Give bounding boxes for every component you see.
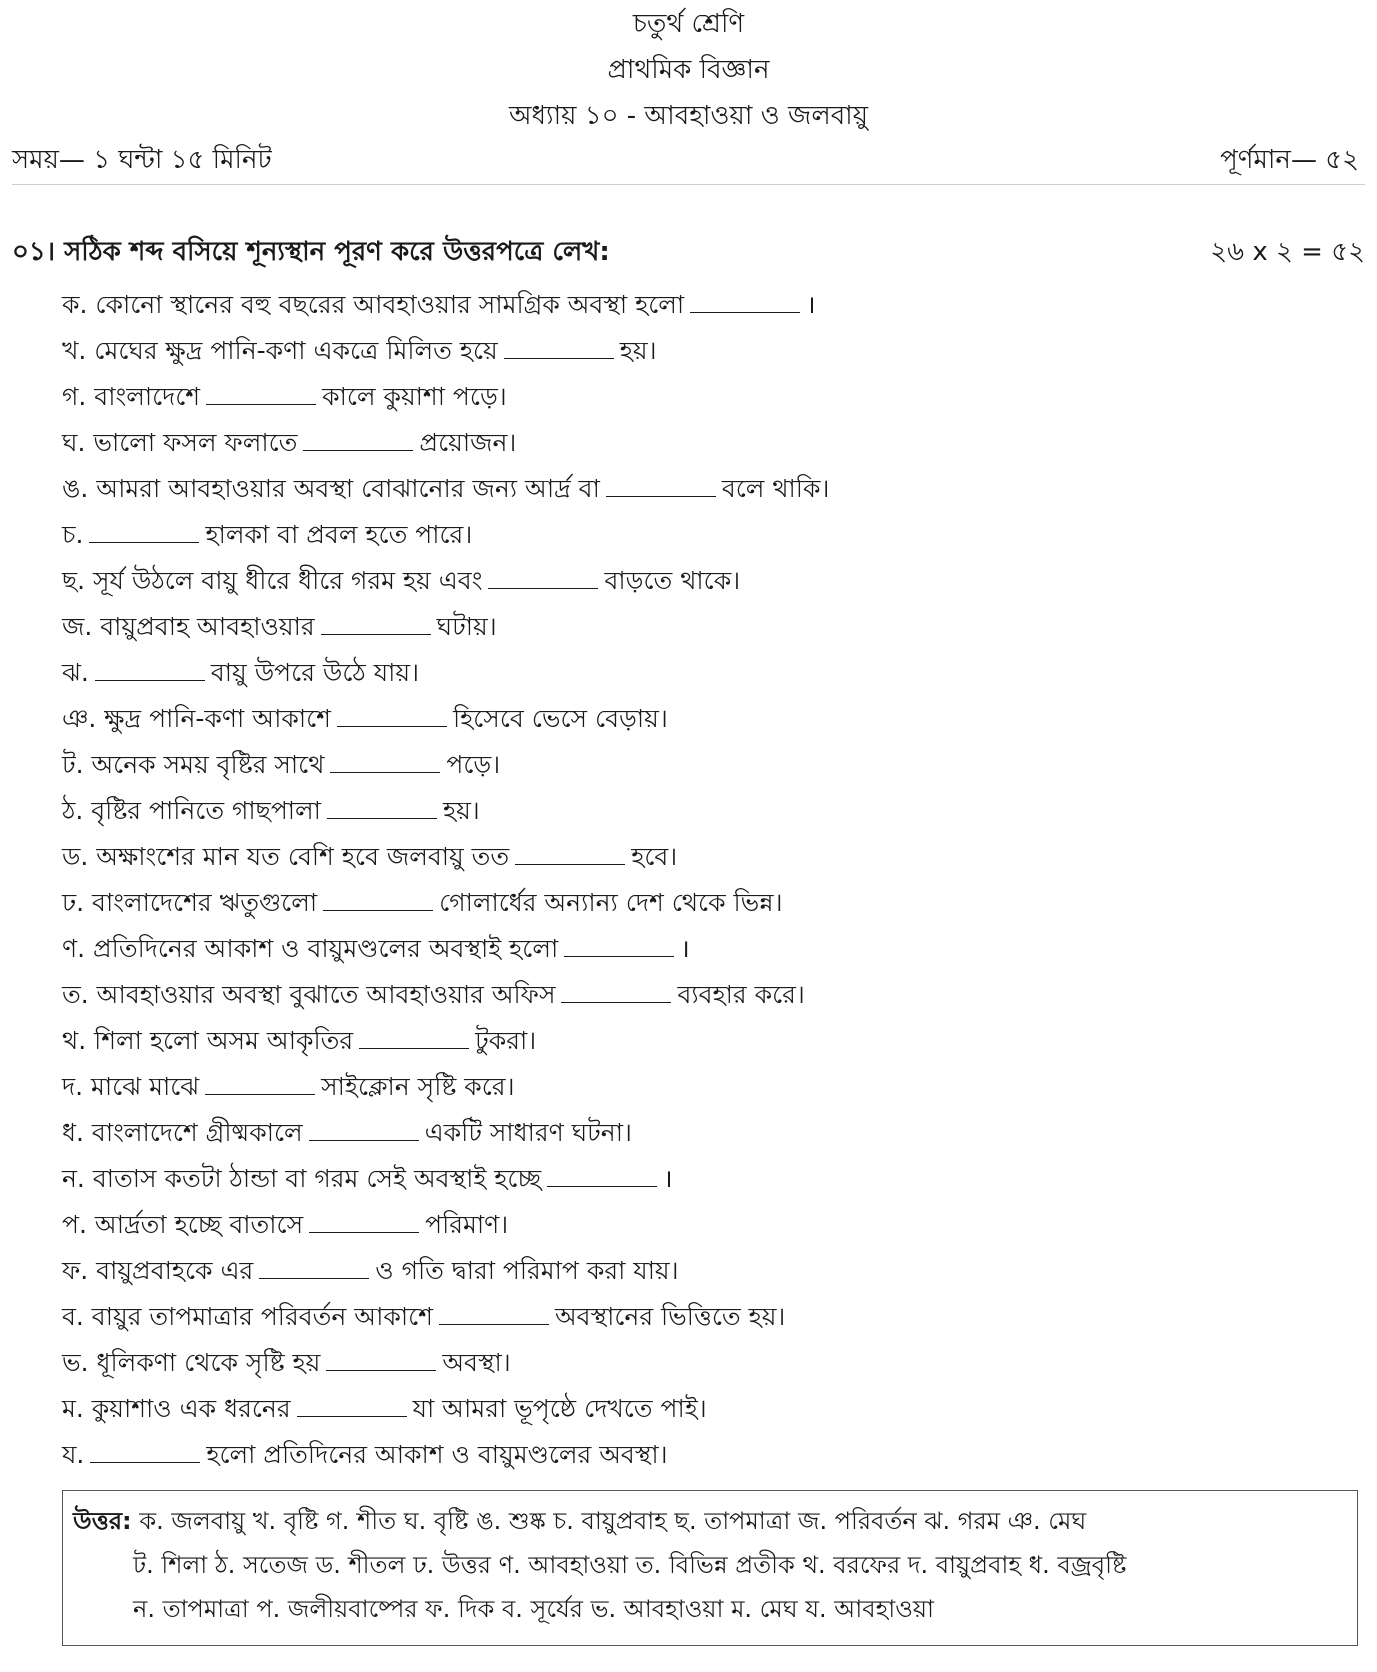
question-item — [62, 926, 829, 972]
question-item — [62, 1110, 829, 1156]
chapter-heading: অধ্যায় ১০ - আবহাওয়া ও জলবায়ু — [508, 101, 869, 131]
answer-blank — [205, 1070, 315, 1095]
question-item — [62, 1018, 829, 1064]
question-item — [62, 1202, 829, 1248]
question-item — [62, 466, 829, 512]
item-text-after: । — [663, 1164, 673, 1193]
item-text-before: ত. আবহাওয়ার অবস্থা বুঝাতে আবহাওয়ার অফিস — [62, 980, 556, 1009]
answer-blank — [564, 932, 674, 957]
item-text-after: সাইক্লোন সৃষ্টি করে। — [321, 1072, 515, 1101]
question-marks: ২৬ x ২ = ৫২ — [1210, 237, 1365, 267]
answer-blank — [206, 380, 316, 405]
item-text-before: ঞ. ক্ষুদ্র পানি-কণা আকাশে — [62, 704, 331, 733]
question-item — [62, 558, 829, 604]
question-item — [62, 604, 829, 650]
item-text-before: ভ. ধূলিকণা থেকে সৃষ্টি হয় — [62, 1348, 321, 1377]
item-text-after: টুকরা। — [475, 1026, 537, 1055]
answer-blank — [89, 518, 199, 543]
question-item — [62, 1432, 829, 1478]
item-text-after: যা আমরা ভূপৃষ্ঠে দেখতে পাই। — [412, 1394, 707, 1423]
answer-blank — [297, 1392, 407, 1417]
item-text-before: জ. বায়ুপ্রবাহ আবহাওয়ার — [62, 612, 315, 641]
item-text-after: পরিমাণ। — [425, 1210, 509, 1239]
full-marks: পূর্ণমান— ৫২ — [1220, 145, 1359, 175]
item-text-before: ম. কুয়াশাও এক ধরনের — [62, 1394, 291, 1423]
item-text-before: ফ. বায়ুপ্রবাহকে এর — [62, 1256, 254, 1285]
item-text-before: ণ. প্রতিদিনের আকাশ ও বায়ুমণ্ডলের অবস্থাই হলো — [62, 934, 559, 963]
header-divider — [12, 184, 1365, 185]
item-text-before: ঝ. — [62, 658, 89, 687]
question-item — [62, 1386, 829, 1432]
item-text-after: । — [680, 934, 690, 963]
item-text-after: বলে থাকি। — [721, 474, 830, 503]
item-text-before: ক. কোনো স্থানের বহু বছরের আবহাওয়ার সামগ্রিক অবস্থা হলো — [62, 290, 685, 319]
item-text-before: ঠ. বৃষ্টির পানিতে গাছপালা — [62, 796, 321, 825]
question-item — [62, 742, 829, 788]
answer-label: উত্তর: — [73, 1507, 132, 1535]
question-item — [62, 1064, 829, 1110]
item-text-after: হিসেবে ভেসে বেড়ায়। — [452, 704, 668, 733]
answer-box — [62, 1490, 1358, 1646]
question-item — [62, 834, 829, 880]
answer-blank — [690, 288, 800, 313]
item-text-after: হবে। — [631, 842, 678, 871]
item-text-before: ঙ. আমরা আবহাওয়ার অবস্থা বোঝানোর জন্য আর্দ্র বা — [62, 474, 600, 503]
class-heading: চতুর্থ শ্রেণি — [632, 9, 745, 39]
question-item — [62, 1294, 829, 1340]
item-text-after: বাড়তে থাকে। — [604, 566, 741, 595]
item-text-after: কালে কুয়াশা পড়ে। — [322, 382, 507, 411]
answer-blank — [309, 1208, 419, 1233]
answer-line-1 — [73, 1499, 1347, 1543]
exam-time: সময়— ১ ঘন্টা ১৫ মিনিট — [12, 145, 272, 175]
item-text-after: অবস্থা। — [442, 1348, 511, 1377]
item-text-before: চ. — [62, 520, 84, 549]
item-text-after: গোলার্ধের অন্যান্য দেশ থেকে ভিন্ন। — [439, 888, 783, 917]
item-text-before: প. আর্দ্রতা হচ্ছে বাতাসে — [62, 1210, 304, 1239]
fill-in-blank-list — [62, 282, 829, 1478]
item-text-before: ব. বায়ুর তাপমাত্রার পরিবর্তন আকাশে — [62, 1302, 433, 1331]
answer-blank — [488, 564, 598, 589]
answer-text-1: ক. জলবায়ু খ. বৃষ্টি গ. শীত ঘ. বৃষ্টি ঙ. শুষ্ক চ. বায়ুপ্রবাহ ছ. তাপমাত্রা জ. পরিবর্তন ঝ. গরম ঞ. মেঘ — [139, 1507, 1087, 1535]
question-item — [62, 650, 829, 696]
answer-blank — [561, 978, 671, 1003]
item-text-before: ঢ. বাংলাদেশের ঋতুগুলো — [62, 888, 318, 917]
item-text-before: য. — [62, 1440, 85, 1469]
question-item — [62, 420, 829, 466]
question-item — [62, 696, 829, 742]
item-text-after: । — [806, 290, 816, 319]
subject-heading: প্রাথমিক বিজ্ঞান — [607, 55, 770, 85]
answer-blank — [303, 426, 413, 451]
item-text-after: হয়। — [619, 336, 657, 365]
question-item — [62, 1340, 829, 1386]
item-text-before: ধ. বাংলাদেশে গ্রীষ্মকালে — [62, 1118, 303, 1147]
question-item — [62, 282, 829, 328]
item-text-after: হালকা বা প্রবল হতে পারে। — [205, 520, 473, 549]
item-text-after: হলো প্রতিদিনের আকাশ ও বায়ুমণ্ডলের অবস্থা। — [206, 1440, 668, 1469]
item-text-after: একটি সাধারণ ঘটনা। — [424, 1118, 632, 1147]
question-title: ০১। সঠিক শব্দ বসিয়ে শূন্যস্থান পূরণ করে উত্তরপত্রে লেখ: — [12, 237, 610, 267]
question-item — [62, 1248, 829, 1294]
question-item — [62, 374, 829, 420]
item-text-after: অবস্থানের ভিত্তিতে হয়। — [554, 1302, 786, 1331]
answer-blank — [321, 610, 431, 635]
item-text-after: প্রয়োজন। — [419, 428, 517, 457]
answer-blank — [309, 1116, 419, 1141]
answer-blank — [95, 656, 205, 681]
question-item — [62, 788, 829, 834]
answer-blank — [327, 794, 437, 819]
question-item — [62, 512, 829, 558]
question-item — [62, 880, 829, 926]
item-text-after: বায়ু উপরে উঠে যায়। — [210, 658, 420, 687]
answer-blank — [515, 840, 625, 865]
answer-blank — [337, 702, 447, 727]
item-text-before: খ. মেঘের ক্ষুদ্র পানি-কণা একত্রে মিলিত হয়ে — [62, 336, 498, 365]
answer-blank — [439, 1300, 549, 1325]
answer-blank — [90, 1438, 200, 1463]
item-text-after: ও গতি দ্বারা পরিমাপ করা যায়। — [375, 1256, 679, 1285]
item-text-before: ঘ. ভালো ফসল ফলাতে — [62, 428, 298, 457]
item-text-before: ড. অক্ষাংশের মান যত বেশি হবে জলবায়ু তত — [62, 842, 510, 871]
item-text-after: পড়ে। — [446, 750, 501, 779]
item-text-before: ন. বাতাস কতটা ঠান্ডা বা গরম সেই অবস্থাই হচ্ছে — [62, 1164, 542, 1193]
item-text-before: দ. মাঝে মাঝে — [62, 1072, 200, 1101]
question-item — [62, 328, 829, 374]
question-item — [62, 1156, 829, 1202]
answer-blank — [504, 334, 614, 359]
item-text-after: ব্যবহার করে। — [677, 980, 805, 1009]
item-text-before: ছ. সূর্য উঠলে বায়ু ধীরে ধীরে গরম হয় এবং — [62, 566, 483, 595]
item-text-before: গ. বাংলাদেশে — [62, 382, 201, 411]
answer-blank — [359, 1024, 469, 1049]
question-item — [62, 972, 829, 1018]
answer-blank — [547, 1162, 657, 1187]
answer-blank — [606, 472, 716, 497]
item-text-after: ঘটায়। — [436, 612, 497, 641]
answer-blank — [326, 1346, 436, 1371]
item-text-before: থ. শিলা হলো অসম আকৃতির — [62, 1026, 354, 1055]
item-text-after: হয়। — [442, 796, 480, 825]
item-text-before: ট. অনেক সময় বৃষ্টির সাথে — [62, 750, 325, 779]
answer-blank — [323, 886, 433, 911]
answer-blank — [330, 748, 440, 773]
answer-line-2: ট. শিলা ঠ. সতেজ ড. শীতল ঢ. উত্তর ণ. আবহাওয়া ত. বিভিন্ন প্রতীক থ. বরফের দ. বায়ুপ্রবাহ ধ. বজ্রবৃষ্টি — [133, 1551, 1127, 1579]
answer-line-3: ন. তাপমাত্রা প. জলীয়বাষ্পের ফ. দিক ব. সূর্যের ভ. আবহাওয়া ম. মেঘ য. আবহাওয়া — [133, 1595, 934, 1623]
answer-blank — [259, 1254, 369, 1279]
